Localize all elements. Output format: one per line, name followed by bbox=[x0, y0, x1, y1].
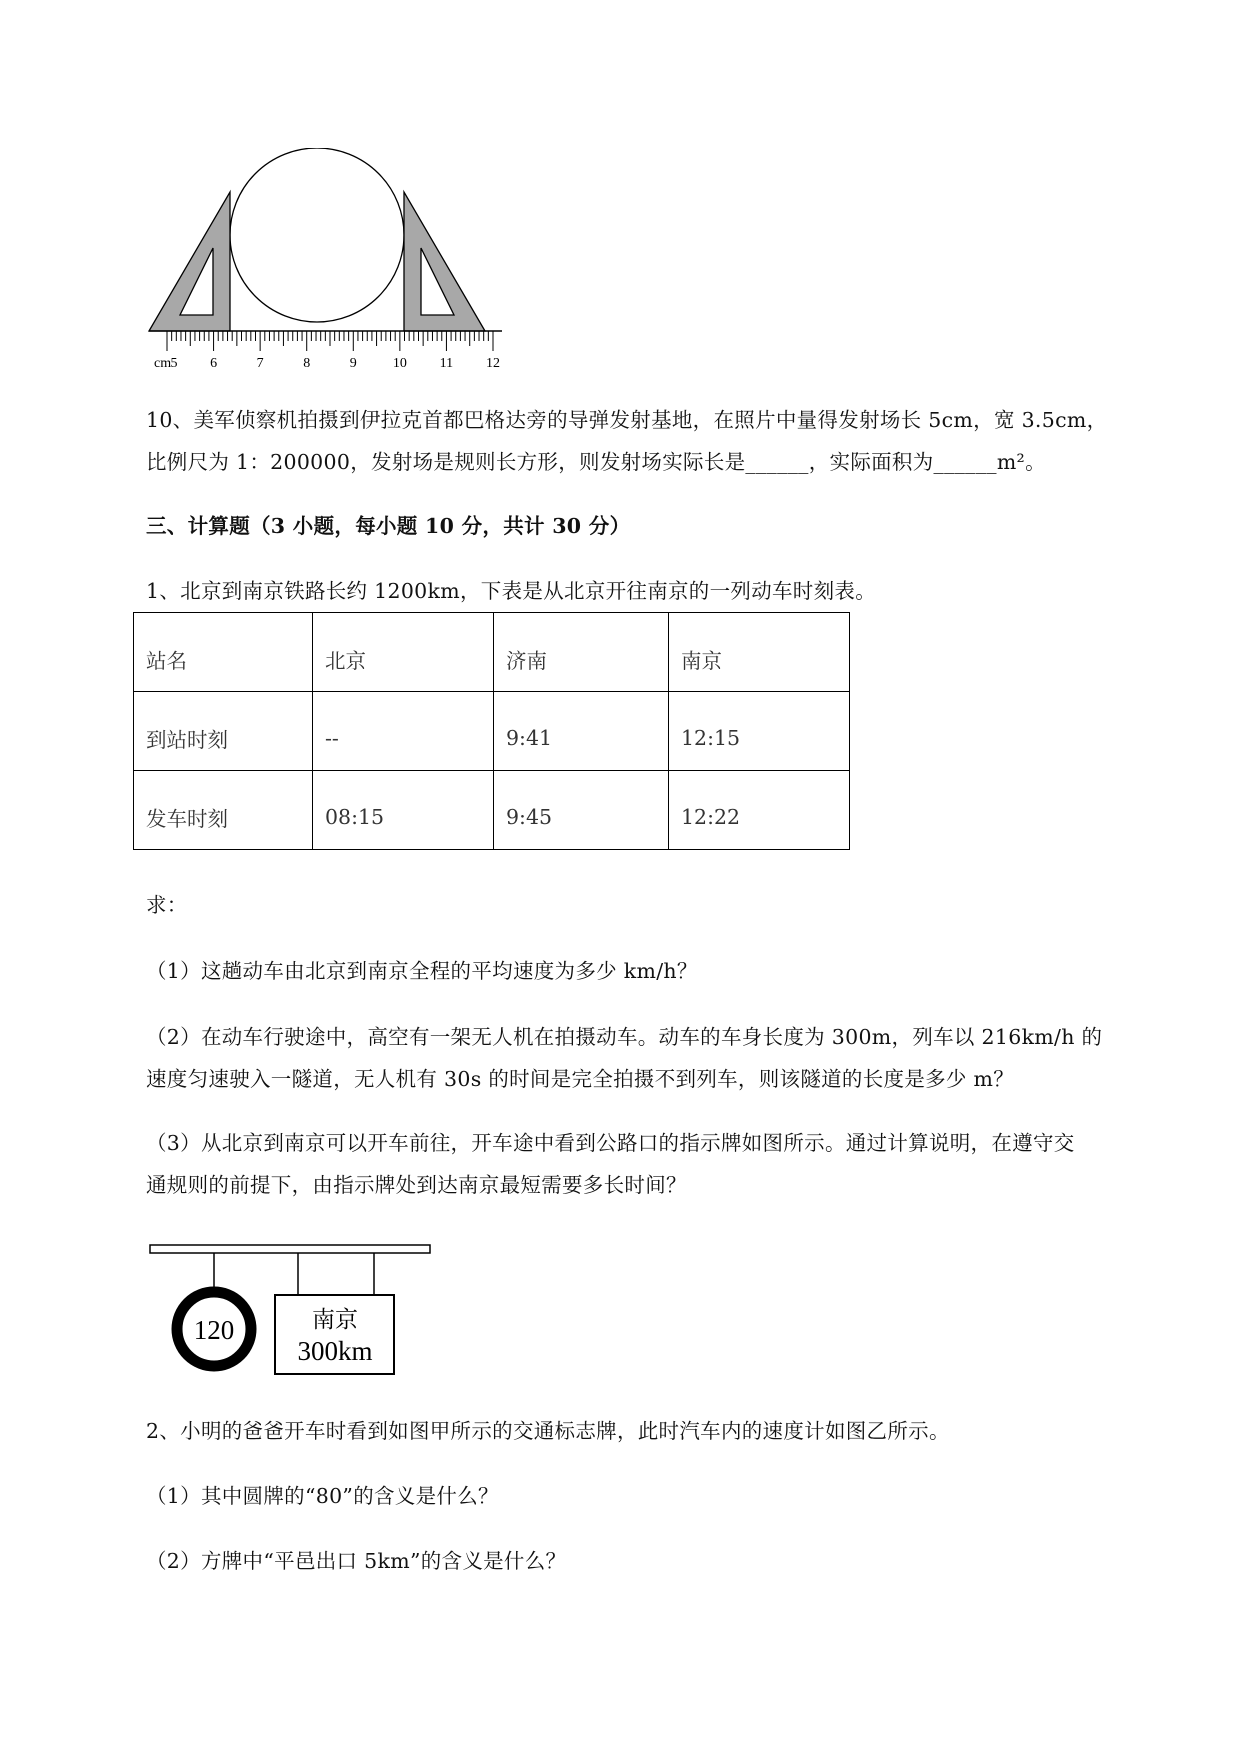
road-sign-figure bbox=[148, 1240, 438, 1380]
q1-sub3-line1: （3）从北京到南京可以开车前往，开车途中看到公路口的指示牌如图所示。通过计算说明，在遵守交 bbox=[146, 1131, 1075, 1155]
ruler-triangles-circle-figure bbox=[140, 148, 520, 378]
ruler-tick-label: 11 bbox=[439, 356, 454, 371]
table-cell: 南京 bbox=[669, 613, 850, 692]
left-set-square bbox=[149, 192, 230, 331]
ruler-labels bbox=[171, 356, 501, 371]
q2-intro: 2、小明的爸爸开车时看到如图甲所示的交通标志牌，此时汽车内的速度计如图乙所示。 bbox=[146, 1419, 950, 1443]
sign-gantry-bar bbox=[150, 1245, 430, 1253]
q1-sub2-line2: 速度匀速驶入一隧道，无人机有 30s 的时间是完全拍摄不到列车，则该隧道的长度是多少 m？ bbox=[146, 1067, 1015, 1091]
table-cell: 济南 bbox=[494, 613, 669, 692]
table-cell: 站名 bbox=[134, 613, 313, 692]
table-cell: -- bbox=[313, 692, 494, 771]
table-cell: 12:15 bbox=[669, 692, 850, 771]
table-cell: 08:15 bbox=[313, 771, 494, 850]
table-cell: 北京 bbox=[313, 613, 494, 692]
table-cell: 到站时刻 bbox=[134, 692, 313, 771]
q2-sub2: （2）方牌中“平邑出口 5km”的含义是什么？ bbox=[146, 1549, 567, 1573]
speed-limit-value: 120 bbox=[193, 1315, 235, 1345]
ruler-tick-label: 7 bbox=[256, 356, 264, 371]
q1-ask: 求： bbox=[146, 893, 188, 917]
q1-sub1: （1）这趟动车由北京到南京全程的平均速度为多少 km/h？ bbox=[146, 959, 698, 983]
ruler-tick-label: 5 bbox=[170, 356, 178, 371]
ruler-tick-label: 10 bbox=[392, 356, 407, 371]
table-row bbox=[134, 692, 850, 771]
table-cell: 12:22 bbox=[669, 771, 850, 850]
ruler-unit-label: cm bbox=[154, 356, 172, 371]
ruler-tick-label: 9 bbox=[349, 356, 357, 371]
ruler-tick-label: 8 bbox=[303, 356, 311, 371]
ruler-tick-label: 6 bbox=[210, 356, 218, 371]
ruler-ticks bbox=[167, 331, 493, 351]
table-row bbox=[134, 613, 850, 692]
q1-sub2-line1: （2）在动车行驶途中，高空有一架无人机在拍摄动车。动车的车身长度为 300m，列车以 216km/h 的 bbox=[146, 1025, 1103, 1049]
q2-sub1: （1）其中圆牌的“80”的含义是什么？ bbox=[146, 1484, 499, 1508]
table-cell: 9:41 bbox=[494, 692, 669, 771]
q10-line1: 10、美军侦察机拍摄到伊拉克首都巴格达旁的导弹发射基地，在照片中量得发射场长 5cm，宽 3.5cm， bbox=[146, 408, 1108, 432]
destination-name: 南京 bbox=[312, 1307, 358, 1333]
ruler-tick-label: 12 bbox=[486, 356, 500, 371]
table-cell: 9:45 bbox=[494, 771, 669, 850]
measured-circle bbox=[230, 148, 404, 322]
destination-distance: 300km bbox=[297, 1336, 373, 1366]
right-set-square bbox=[404, 192, 485, 331]
q1-intro: 1、北京到南京铁路长约 1200km，下表是从北京开往南京的一列动车时刻表。 bbox=[146, 579, 876, 603]
section3-heading: 三、计算题（3 小题，每小题 10 分，共计 30 分） bbox=[146, 514, 631, 538]
q10-line2: 比例尺为 1：200000，发射场是规则长方形，则发射场实际长是______，实际面积为______m²。 bbox=[146, 450, 1046, 474]
table-row bbox=[134, 771, 850, 850]
train-schedule-table bbox=[133, 612, 850, 850]
q1-sub3-line2: 通规则的前提下，由指示牌处到达南京最短需要多长时间？ bbox=[146, 1173, 687, 1197]
table-cell: 发车时刻 bbox=[134, 771, 313, 850]
